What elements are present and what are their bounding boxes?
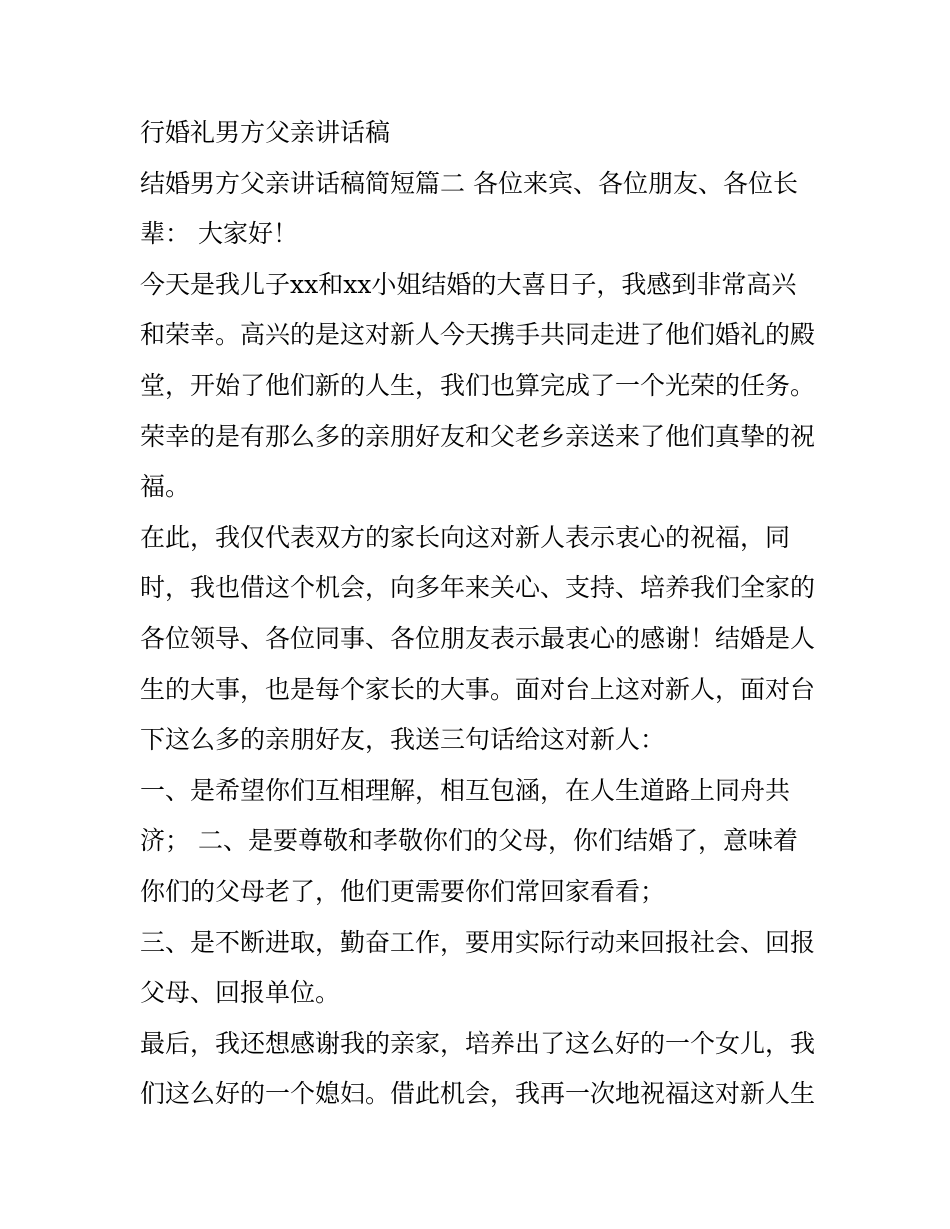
closing-paragraph: 最后，我还想感谢我的亲家，培养出了这么好的一个女儿，我们这么好的一个媳妇。借此机会，我再一次地祝福这对新人生 <box>140 1028 816 1109</box>
document-body <box>140 108 820 1120</box>
advice-paragraph-three: 三、是不断进取，勤奋工作，要用实际行动来回报社会、回报父母、回报单位。 <box>140 927 816 1008</box>
thanks-paragraph: 在此，我仅代表双方的家长向这对新人表示衷心的祝福，同时，我也借这个机会，向多年来关心、支持、培养我们全家的各位领导、各位同事、各位朋友表示最衷心的感谢！结婚是人生的大事，也是每个家长的大事。面对台上这对新人，面对台下这么多的亲朋好友，我送三句话给这对新人： <box>140 522 816 755</box>
greeting-paragraph: 结婚男方父亲讲话稿简短篇二 各位来宾、各位朋友、各位长辈： 大家好！ <box>140 168 798 249</box>
document-title-line: 行婚礼男方父亲讲话稿 <box>140 118 391 147</box>
opening-paragraph: 今天是我儿子xx和xx小姐结婚的大喜日子，我感到非常高兴和荣幸。高兴的是这对新人今天携手共同走进了他们婚礼的殿堂，开始了他们新的人生，我们也算完成了一个光荣的任务。荣幸的是有那么多的亲朋好友和父老乡亲送来了他们真挚的祝福。 <box>140 269 816 502</box>
advice-paragraph-one-two: 一、是希望你们互相理解，相互包涵，在人生道路上同舟共济； 二、是要尊敬和孝敬你们的父母，你们结婚了，意味着你们的父母老了，他们更需要你们常回家看看； <box>140 775 798 906</box>
